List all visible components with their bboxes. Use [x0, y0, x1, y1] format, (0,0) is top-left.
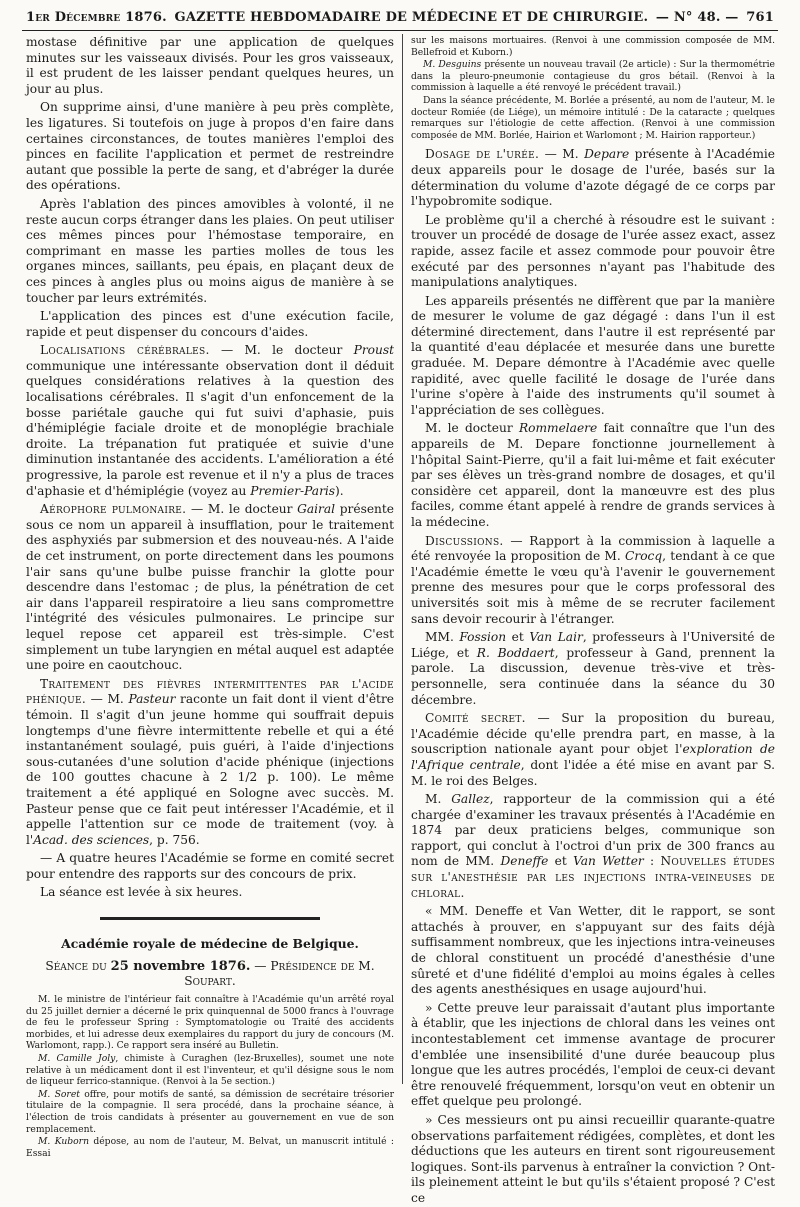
reference: Premier-Paris	[250, 483, 336, 498]
paragraph: L'application des pinces est d'une exécution facile, rapide et peut dispenser du concours d'aides.	[26, 309, 394, 339]
paragraph-speakers: MM. Fossion et Van Lair, professeurs à l'Université de Liége, et R. Boddaert, professeur à Gand, prennent la parole. La discussion, devenue très-vive et très-personnelle, sera continuée dans la séance du 30 décembre.	[411, 630, 775, 707]
paragraph-aerophore: Aérophore pulmonaire. — M. le docteur Gairal présente sous ce nom un appareil à insufflation, pour le traitement des asphyxiés par submersion et des nouveau-nés. A l'aide de cet instrument, on porte directement dans les poumons l'air sans qu'une bulbe puisse franchir la glotte pour descendre dans l'estomac ; de plus, la pénétration de cet air dans l'appareil respiratoire a lieu sans compromettre l'intégrité des vésicules pulmonaires. Le principe sur lequel repose cet appareil est très-simple. C'est simplement un tube laryngien en métal auquel est adaptée une poire en caoutchouc.	[26, 502, 394, 673]
header-rule	[22, 30, 778, 31]
author-name: M. Camille Joly	[38, 1053, 116, 1065]
minutes-item: Dans la séance précédente, M. Borlée a présenté, au nom de l'auteur, M. le docteur Romiée (de Liége), un mémoire intitulé : De la cataracte ; quelques remarques sur l'étiologie de cette affection. (Renvoi à une commission composée de MM. Borlée, Hairion et Warlomont ; M. Hairion rapporteur.)	[411, 94, 775, 141]
author-name: Deneffe	[500, 854, 549, 869]
column-divider	[402, 34, 403, 1084]
session-line: Séance du 25 novembre 1876. — Présidence de M. Soupart.	[45, 959, 375, 989]
emphasis: exploration de l'Afrique centrale	[411, 742, 775, 772]
paragraph: — A quatre heures l'Académie se forme en comité secret pour entendre des rapports sur des concours de prix.	[26, 851, 394, 881]
paragraph: mostase définitive par une application de quelques minutes sur les vaisseaux divisés. Pour les gros vaisseaux, il est prudent de les laisser pendant quelques heures, un jour au plus.	[26, 35, 394, 96]
section-heading: Comité secret.	[425, 711, 526, 726]
minutes-item: M. Desguins présente un nouveau travail (2e article) : Sur la thermométrie dans la pleuro-pneumonie contagieuse du gros bétail. (Renvoi à la commission à laquelle a été renvoyé le précédent travail.)	[411, 59, 775, 94]
section-heading: Localisations cérébrales.	[40, 343, 210, 358]
session-date: 25 novembre 1876.	[110, 959, 251, 975]
paragraph-traitement: Traitement des fièvres intermittentes par l'acide phénique. — M. Pasteur raconte un fait dont il vient d'être témoin. Il s'agit d'un jeune homme qui souffrait depuis longtemps d'une fièvre intermittente rebelle et qui a été instantanément soulagé, puis guéri, à l'aide d'injections sous-cutanées d'une solution d'acide phénique (injections de 100 gouttes chacune à 2 1/2 p. 100). Le même traitement a été appliqué en Sologne avec succès. M. Pasteur pense que ce fait peut intéresser l'Académie, et il appelle l'attention sur ce mode de traitement (voy. à l'Acad. des sciences, p. 756.	[26, 676, 394, 847]
author-name: M. Desguins	[423, 59, 482, 71]
minutes-item: M. Camille Joly, chimiste à Curaghen (lez-Bruxelles), soumet une note relative à un médicament dont il est l'inventeur, et qu'il désigne sous le nom de liqueur ferrico-stannique. (Renvoi à la 5e section.)	[26, 1053, 395, 1088]
section-separator	[100, 917, 320, 920]
header-page-number: 761	[746, 9, 774, 25]
paragraph-comite-secret: Comité secret. — Sur la proposition du bureau, l'Académie décide qu'elle prendra part, en masse, à la souscription nationale ayant pour objet l'exploration de l'Afrique centrale, dont l'idée a été mise en avant par S. M. le roi des Belges.	[411, 711, 776, 788]
paragraph-rommelaere: M. le docteur Rommelaere fait connaître que l'un des appareils de M. Depare fonctionne journellement à l'hôpital Saint-Pierre, qu'il a fait lui-même et fait exécuter par ses élèves un très-grand nombre de dosages, et qu'il considère cet appareil, dont la manœuvre est des plus faciles, comme étant appelé à rendre de grands services à la médecine.	[411, 421, 776, 529]
paragraph: La séance est levée à six heures.	[40, 885, 243, 900]
section-heading: Discussions.	[425, 533, 504, 548]
minutes-item: M. Soret offre, pour motifs de santé, sa démission de secrétaire trésorier titulaire de la compagnie. Il sera procédé, dans la prochaine séance, à l'élection de trois candidats à présenter au gouvernement en vue de son remplacement.	[26, 1088, 394, 1135]
paragraph-quote: » Cette preuve leur paraissait d'autant plus importante à établir, que les injections de chloral dans les veines ont incontestablement cet immense avantage de procurer d'emblée une insensibilité d'une durée beaucoup plus longue que les autres procédés, l'emploi de ceux-ci devant être renouvelé fréquemment, lorsqu'on veut en obtenir un effet quelque peu prolongé.	[411, 1000, 775, 1109]
header-date: 1er Décembre 1876.	[26, 9, 167, 25]
author-name: Gairal	[297, 502, 336, 517]
paragraph: Après l'ablation des pinces amovibles à volonté, il ne reste aucun corps étranger dans les plaies. On peut utiliser ces mêmes pinces pour l'hémostase temporaire, en comprimant en masse les parties molles de tous les organes minces, saillants, peu épais, en plaçant deux de ces pinces à angles plus ou moins aigus de manière à se toucher par leurs extrémités.	[26, 196, 394, 305]
author-name: Crocq	[625, 549, 663, 564]
author-name: M. Kuborn	[38, 1136, 89, 1148]
page-header	[26, 6, 774, 28]
minutes-item: M. le ministre de l'intérieur fait connaître à l'Académie qu'un arrêté royal du 25 juillet dernier a décerné le prix quinquennal de 5000 francs à l'ouvrage de feu le professeur Spring : Symptomatologie ou Traité des accidents morbides, et lui adresse deux exemplaires du rapport du jury de concours (M. Warlomont, rapp.). Ce rapport sera inséré au Bulletin.	[26, 994, 394, 1052]
section-title: Académie royale de médecine de Belgique.	[61, 936, 359, 952]
author-name: Rommelaere	[518, 421, 598, 436]
author-name: Fossion	[459, 630, 507, 645]
paragraph: On supprime ainsi, d'une manière à peu près complète, les ligatures. Si toutefois on juge à propos d'en faire dans certaines circonstances, de toutes manières l'emploi des pinces en facilite l'application et permet de restreindre autant que possible la perte de sang, et d'abréger la durée des opérations.	[26, 100, 394, 193]
paragraph: Les appareils présentés ne diffèrent que par la manière de mesurer le volume de gaz dégagé : dans l'un il est déterminé directement, dans l'autre il est représenté par la quantité d'eau déplacée et mesurée dans une burette graduée. M. Depare démontre à l'Académie avec quelle rapidité, avec quelle facilité le dosage de l'urée dans l'urine s'opère à l'aide des instruments qu'il soumet à l'appréciation de ses collègues.	[411, 293, 775, 417]
section-heading: Dosage de l'urée.	[425, 147, 540, 162]
author-name: Proust	[353, 343, 394, 358]
paragraph: Le problème qu'il a cherché à résoudre est le suivant : trouver un procédé de dosage de l'urée assez exact, assez rapide, assez facile et assez commode pour pouvoir être exécuté par des personnes n'ayant pas l'habitude des manipulations analytiques.	[411, 212, 775, 290]
author-name: Pasteur	[128, 692, 176, 707]
section-heading: Aérophore pulmonaire.	[40, 502, 187, 517]
author-name: Van Lair	[529, 630, 583, 645]
author-name: Van Wetter	[573, 854, 644, 869]
header-title: GAZETTE HEBDOMADAIRE DE MÉDECINE ET DE CHIRURGIE.	[174, 9, 649, 25]
right-column	[411, 35, 776, 1205]
paragraph-dosage: Dosage de l'urée. — M. Depare présente à l'Académie deux appareils pour le dosage de l'urée, basés sur la détermination du volume d'azote dégagé de ce corps par l'hypobromite sodique.	[411, 147, 775, 209]
author-name: M. Soret	[38, 1088, 80, 1100]
section-heading: Traitement des fièvres intermittentes par l'acide phénique.	[26, 676, 394, 707]
author-name: Depare	[584, 147, 630, 162]
paragraph-quote: » Ces messieurs ont pu ainsi recueillir quarante-quatre observations parfaitement rédigées, complètes, et dont les déductions que les auteurs en tirent sont rigoureusement logiques. Sont-ils parvenus à entraîner la conviction ? Ont-ils pleinement atteint le but qu'ils s'étaient proposé ? C'est ce	[411, 1112, 775, 1205]
left-column	[26, 35, 395, 1159]
author-name: R. Boddaert	[476, 645, 555, 660]
paragraph-localisations: Localisations cérébrales. — M. le docteur Proust communique une intéressante observation dont il déduit quelques considérations relatives à la question des localisations cérébrales. Il s'agit d'un enfoncement de la bosse pariétale gauche qui fut suivi d'aphasie, puis d'hémiplégie faciale droite et de monoplégie brachiale droite. La trépanation fut pratiquée et suivie d'une diminution instantanée des accidents. L'amélioration a été progressive, la parole est revenue et il n'y a plus de traces d'aphasie et d'hémiplégie (voyez au Premier-Paris).	[26, 343, 394, 498]
minutes-item: sur les maisons mortuaires. (Renvoi à une commission composée de MM. Bellefroid et Kuborn.)	[411, 35, 775, 58]
paragraph-quote: « MM. Deneffe et Van Wetter, dit le rapport, se sont attachés à prouver, en s'appuyant sur des faits déjà suffisamment nombreux, que les injections intra-veineuses de chloral constituent un procédé d'anesthésie d'une sûreté et d'une fidélité d'emploi au moins égales à celles des agents anesthésiques en usage aujourd'hui.	[411, 904, 775, 997]
header-number: — N° 48. —	[655, 9, 739, 25]
minutes-item: M. Kuborn dépose, au nom de l'auteur, M. Belvat, un manuscrit intitulé : Essai	[26, 1136, 394, 1159]
paragraph-discussions: Discussions. — Rapport à la commission à laquelle a été renvoyée la proposition de M. Crocq, tendant à ce que l'Académie émette le vœu qu'à l'avenir le gouvernement prenne des mesures pour que le corps professoral des universités soit mis à même de se recruter facilement sans devoir recourir à l'étranger.	[411, 533, 776, 626]
reference: Acad. des sciences	[33, 832, 150, 847]
author-name: Gallez	[451, 792, 490, 807]
work-title: Nouvelles études sur l'anesthésie par les injections intra-veineuses de chloral.	[411, 854, 776, 900]
paragraph-gallez: M. Gallez, rapporteur de la commission qui a été chargée d'examiner les travaux présentés à l'Académie en 1874 par deux praticiens belges, communique son rapport, qui conclut à l'octroi d'un prix de 300 francs au nom de MM. Deneffe et Van Wetter : Nouvelles études sur l'anesthésie par les injections intra-veineuses de chloral.	[411, 792, 776, 900]
